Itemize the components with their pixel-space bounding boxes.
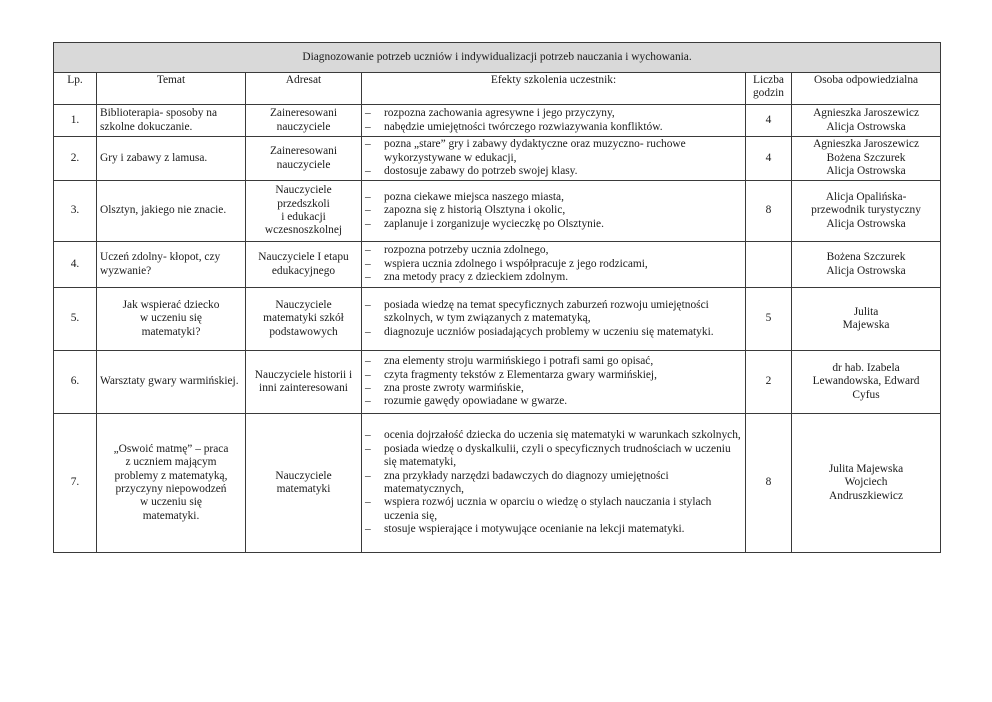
effect-item: – wspiera rozwój ucznia w oparciu o wiedzę o stylach nauczania i stylach uczenia się, [365, 496, 742, 523]
effect-item: – zaplanuje i zorganizuje wycieczkę po Olsztynie. [365, 218, 742, 231]
topic-line: matematyki. [142, 509, 200, 522]
row-number: 1. [54, 105, 97, 137]
person-line: Alicja Ostrowska [826, 264, 906, 277]
row-responsible-person [792, 242, 941, 288]
effect-item: – diagnozuje uczniów posiadających problemy w uczeniu się matematyki. [365, 326, 742, 339]
table-row [54, 288, 941, 351]
row-effects [362, 181, 746, 242]
person-line: dr hab. Izabela [832, 361, 900, 374]
person-line: Lewandowska, Edward [812, 375, 920, 388]
effect-item: – pozna ciekawe miejsca naszego miasta, [365, 191, 742, 204]
row-number: 4. [54, 242, 97, 288]
topic-line: z uczniem mającym [125, 456, 217, 469]
effect-item: – nabędzie umiejętności twórczego rozwiazywania konfliktów. [365, 121, 742, 134]
row-hours: 4 [746, 105, 792, 137]
row-hours [746, 242, 792, 288]
header-hours-line1: Liczba [753, 74, 784, 86]
row-responsible-person [792, 351, 941, 414]
row-topic [97, 288, 246, 351]
person-line: Wojciech [844, 476, 888, 489]
effects-list [365, 191, 742, 231]
row-responsible-person [792, 105, 941, 137]
effects-list [365, 138, 742, 178]
person-line: Alicja Ostrowska [826, 120, 906, 133]
effects-list [365, 429, 742, 536]
row-hours: 4 [746, 137, 792, 181]
person-line: Agnieszka Jaroszewicz [813, 138, 920, 151]
addressee-line: Nauczyciele [275, 184, 332, 197]
header-hours-line2: godzin [752, 87, 784, 100]
row-effects [362, 242, 746, 288]
effect-item: – posiada wiedzę na temat specyficznych zaburzeń rozwoju umiejętności szkolnych, w tym związanych z matematyką, [365, 299, 742, 326]
row-hours: 8 [746, 414, 792, 553]
row-addressee: Nauczyciele matematyki [246, 414, 362, 553]
row-number: 6. [54, 351, 97, 414]
topic-line: w uczeniu się [140, 312, 202, 325]
row-effects [362, 105, 746, 137]
row-responsible-person [792, 288, 941, 351]
person-line: Andruszkiewicz [829, 489, 904, 502]
effect-item: – rozpozna zachowania agresywne i jego przyczyny, [365, 107, 742, 120]
effect-item: – rozpozna potrzeby ucznia zdolnego, [365, 244, 742, 257]
effect-item: – zapozna się z historią Olsztyna i okolic, [365, 204, 742, 217]
addressee-line: i edukacji [281, 211, 326, 223]
table-row [54, 414, 941, 553]
topic-line: w uczeniu się [140, 496, 202, 509]
addressee-line: wczesnoszkolnej [264, 224, 343, 237]
row-responsible-person [792, 181, 941, 242]
row-topic: Gry i zabawy z lamusa. [97, 137, 246, 181]
effect-item: – zna przykłady narzędzi badawczych do diagnozy umiejętności matematycznych, [365, 470, 742, 497]
row-responsible-person [792, 414, 941, 553]
row-number: 7. [54, 414, 97, 553]
effects-list [365, 107, 742, 134]
row-addressee: Nauczyciele I etapu edukacyjnego [246, 242, 362, 288]
header-addressee: Adresat [246, 73, 362, 105]
row-number: 3. [54, 181, 97, 242]
row-hours: 8 [746, 181, 792, 242]
effect-item: – wspiera ucznia zdolnego i współpracuje z jego rodzicami, [365, 258, 742, 271]
row-addressee: Zaineresowani nauczyciele [246, 137, 362, 181]
header-lp: Lp. [54, 73, 97, 105]
effect-item: – zna elementy stroju warmińskiego i potrafi sami go opisać, [365, 355, 742, 368]
row-addressee [246, 181, 362, 242]
effect-item: – pozna „stare” gry i zabawy dydaktyczne oraz muzyczno- ruchowe wykorzystywane w edukacji, [365, 138, 742, 165]
table-header-row [54, 73, 941, 105]
person-line: Alicja Ostrowska [826, 165, 906, 178]
row-hours: 2 [746, 351, 792, 414]
person-line: Julita [853, 305, 879, 318]
table-title-row [54, 43, 941, 73]
addressee-line: przedszkoli [277, 197, 330, 210]
row-addressee: Zaineresowani nauczyciele [246, 105, 362, 137]
person-line: Bożena Szczurek [826, 251, 906, 264]
row-effects [362, 414, 746, 553]
person-line: Alicja Opalińska- [825, 190, 907, 203]
training-table [53, 42, 941, 553]
effect-item: – posiada wiedzę o dyskalkulii, czyli o specyficznych trudnościach w uczeniu się matematyki, [365, 443, 742, 470]
table-row [54, 351, 941, 414]
effect-item: – ocenia dojrzałość dziecka do uczenia się matematyki w warunkach szkolnych, [365, 429, 742, 442]
effect-item: – stosuje wspierające i motywujące ocenianie na lekcji matematyki. [365, 523, 742, 536]
row-topic: Warsztaty gwary warmińskiej. [97, 351, 246, 414]
topic-line: problemy z matematyką, [114, 469, 228, 482]
row-topic [97, 414, 246, 553]
effect-item: – rozumie gawędy opowiadane w gwarze. [365, 395, 742, 408]
person-line: Cyfus [852, 388, 880, 401]
row-hours: 5 [746, 288, 792, 351]
header-person: Osoba odpowiedzialna [792, 73, 941, 105]
table-title: Diagnozowanie potrzeb uczniów i indywidualizacji potrzeb nauczania i wychowania. [54, 43, 941, 73]
row-topic: Uczeń zdolny- kłopot, czy wyzwanie? [97, 242, 246, 288]
table-row [54, 242, 941, 288]
person-line: Julita Majewska [828, 462, 904, 475]
table-row [54, 137, 941, 181]
effects-list [365, 355, 742, 409]
row-topic: Olsztyn, jakiego nie znacie. [97, 181, 246, 242]
header-topic: Temat [97, 73, 246, 105]
effect-item: – dostosuje zabawy do potrzeb swojej klasy. [365, 165, 742, 178]
person-line: Majewska [842, 319, 890, 331]
row-effects [362, 288, 746, 351]
topic-line: przyczyny niepowodzeń [115, 483, 227, 495]
row-addressee: Nauczyciele matematyki szkół podstawowych [246, 288, 362, 351]
table-row [54, 181, 941, 242]
table-row [54, 105, 941, 137]
person-line: Agnieszka Jaroszewicz [813, 107, 920, 120]
row-number: 5. [54, 288, 97, 351]
person-line: Alicja Ostrowska [826, 217, 906, 230]
row-responsible-person [792, 137, 941, 181]
row-addressee: Nauczyciele historii i inni zainteresowani [246, 351, 362, 414]
header-hours [746, 73, 792, 105]
row-effects [362, 137, 746, 181]
person-line: Bożena Szczurek [826, 151, 906, 164]
effects-list [365, 244, 742, 284]
person-line: przewodnik turystyczny [811, 204, 921, 217]
row-effects [362, 351, 746, 414]
topic-line: matematyki? [141, 325, 201, 338]
effect-item: – zna proste zwroty warmińskie, [365, 382, 742, 395]
row-topic: Biblioterapia- sposoby na szkolne dokuczanie. [97, 105, 246, 137]
effects-list [365, 299, 742, 339]
topic-line: Jak wspierać dziecko [122, 298, 220, 311]
effect-item: – zna metody pracy z dzieckiem zdolnym. [365, 271, 742, 284]
row-number: 2. [54, 137, 97, 181]
topic-line: „Oswoić matmę” – praca [113, 442, 229, 455]
effect-item: – czyta fragmenty tekstów z Elementarza gwary warmińskiej, [365, 369, 742, 382]
header-effects: Efekty szkolenia uczestnik: [362, 73, 746, 105]
